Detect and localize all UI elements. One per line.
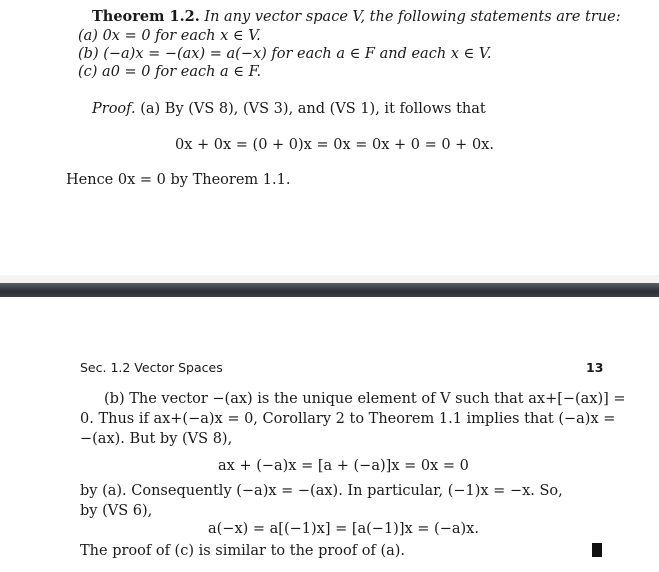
qed-icon (592, 543, 602, 557)
para-c: The proof of (c) is similar to the proof of (a). (80, 543, 406, 559)
page-separator (0, 283, 659, 297)
proof-conclusion: Hence 0x = 0 by Theorem 1.1. (66, 172, 291, 188)
para-b-line-3: −(ax). But by (VS 8), (80, 431, 233, 447)
equation-3: a(−x) = a[(−1)x] = [a(−1)]x = (−a)x. (208, 521, 479, 537)
page-gap (0, 275, 659, 283)
para-b-line-4: by (a). Consequently (−a)x = −(ax). In particular, (−1)x = −x. So, (80, 483, 563, 499)
theorem-label: Theorem 1.2. (92, 8, 200, 25)
equation-2: ax + (−a)x = [a + (−a)]x = 0x = 0 (218, 458, 469, 474)
proof-intro-line (92, 100, 486, 118)
theorem-item-c: (c) a0 = 0 for each a ∈ F. (78, 64, 262, 80)
proof-label: Proof. (92, 101, 136, 117)
page-number: 13 (586, 360, 604, 375)
equation-1: 0x + 0x = (0 + 0)x = 0x = 0x + 0 = 0 + 0x. (175, 137, 494, 153)
theorem-item-b: (b) (−a)x = −(ax) = a(−x) for each a ∈ F and each x ∈ V. (78, 46, 492, 62)
theorem-heading (92, 8, 621, 26)
theorem-statement: In any vector space V, the following statements are true: (204, 9, 621, 25)
proof-intro: (a) By (VS 8), (VS 3), and (VS 1), it follows that (140, 101, 486, 117)
running-header: Sec. 1.2 Vector Spaces (80, 360, 223, 375)
para-b-line-1: (b) The vector −(ax) is the unique element of V such that ax+[−(ax)] = (104, 391, 626, 407)
theorem-item-a: (a) 0x = 0 for each x ∈ V. (78, 28, 261, 44)
para-b-line-2: 0. Thus if ax+(−a)x = 0, Corollary 2 to Theorem 1.1 implies that (−a)x = (80, 411, 616, 427)
para-b-line-5: by (VS 6), (80, 503, 153, 519)
